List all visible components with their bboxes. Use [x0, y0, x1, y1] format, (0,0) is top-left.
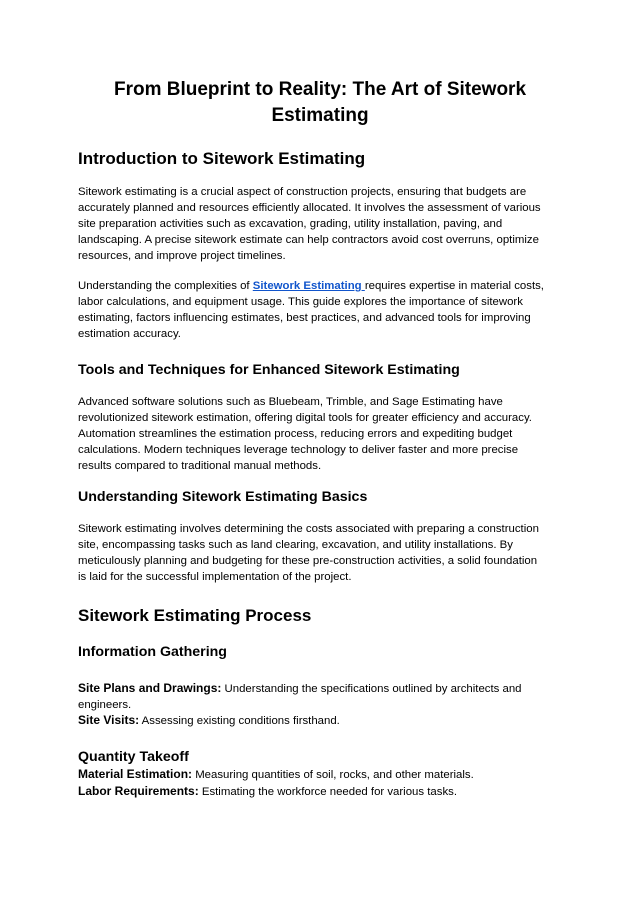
text-line: [78, 278, 564, 294]
text-line: calculations. Modern techniques leverage technology to deliver faster and more precise: [78, 444, 519, 456]
site-plans-item: [78, 680, 564, 713]
text-line: Sitework estimating is a crucial aspect of construction projects, ensuring that budgets are: [78, 186, 527, 198]
text-line: estimating, factors influencing estimates, best practices, and advanced tools for improving: [78, 312, 531, 324]
text-line: Automation streamlines the estimation process, reducing errors and expediting budget: [78, 428, 513, 440]
text-line: is laid for the successful implementation of the project.: [78, 571, 352, 583]
text-line: resources, and improve project timelines.: [78, 250, 286, 262]
tools-paragraph: [78, 394, 564, 474]
text-line: meticulously planning and budgeting for these pre-construction activities, a solid foundation: [78, 555, 538, 567]
text-line: site preparation activities such as excavation, grading, utility installation, paving, and: [78, 218, 503, 230]
basics-heading: Understanding Sitework Estimating Basics: [78, 489, 368, 505]
text-line: landscaping. A precise sitework estimate can help contractors avoid cost overruns, optimize: [78, 234, 539, 246]
item-label: Material Estimation:: [78, 767, 193, 781]
text-line: site, encompassing tasks such as land clearing, excavation, and utility installations. By: [78, 539, 513, 551]
process-heading: Sitework Estimating Process: [78, 606, 312, 625]
item-text: Measuring quantities of soil, rocks, and other materials.: [192, 769, 474, 781]
sitework-estimating-link[interactable]: Sitework Estimating: [252, 280, 365, 292]
page-title: [60, 77, 580, 129]
text-line: [78, 783, 564, 800]
text-line: [78, 712, 564, 729]
quantity-takeoff-heading: Quantity Takeoff: [78, 749, 189, 765]
text-line: [78, 680, 564, 697]
text-line: engineers.: [78, 699, 132, 711]
text-line: Sitework estimating involves determining the costs associated with preparing a construction: [78, 523, 539, 535]
text-line: revolutionized sitework estimation, offering digital tools for greater efficiency and accuracy.: [78, 412, 532, 424]
title-line-2: Estimating: [271, 105, 369, 126]
text-line: Advanced software solutions such as Bluebeam, Trimble, and Sage Estimating have: [78, 396, 503, 408]
item-label: Site Plans and Drawings:: [78, 681, 222, 695]
title-line-1: From Blueprint to Reality: The Art of Sitework: [113, 79, 527, 100]
intro-paragraph-1: [78, 184, 564, 264]
item-label: Site Visits:: [78, 713, 140, 727]
intro-heading: Introduction to Sitework Estimating: [78, 149, 366, 168]
intro-paragraph-2: [78, 278, 564, 342]
site-visits-item: [78, 712, 564, 729]
tools-heading: Tools and Techniques for Enhanced Sitework Estimating: [78, 362, 460, 378]
labor-requirements-item: [78, 783, 564, 800]
text-line: labor calculations, and equipment usage. This guide explores the importance of sitework: [78, 296, 523, 308]
item-text: Understanding the specifications outlined by architects and: [221, 683, 522, 695]
text-line: estimation accuracy.: [78, 328, 181, 340]
text-line: accurately planned and resources efficiently allocated. It involves the assessment of various: [78, 202, 541, 214]
item-text: Estimating the workforce needed for various tasks.: [198, 786, 457, 798]
info-gathering-heading: Information Gathering: [78, 644, 227, 660]
text-line: [78, 766, 564, 783]
basics-paragraph: [78, 521, 564, 585]
material-estimation-item: [78, 766, 564, 783]
text-fragment: requires expertise in material costs,: [364, 280, 544, 292]
item-text: Assessing existing conditions firsthand.: [139, 715, 340, 727]
text-line: results compared to traditional manual methods.: [78, 460, 322, 472]
item-label: Labor Requirements:: [78, 784, 199, 798]
text-fragment: Understanding the complexities of: [78, 280, 253, 292]
